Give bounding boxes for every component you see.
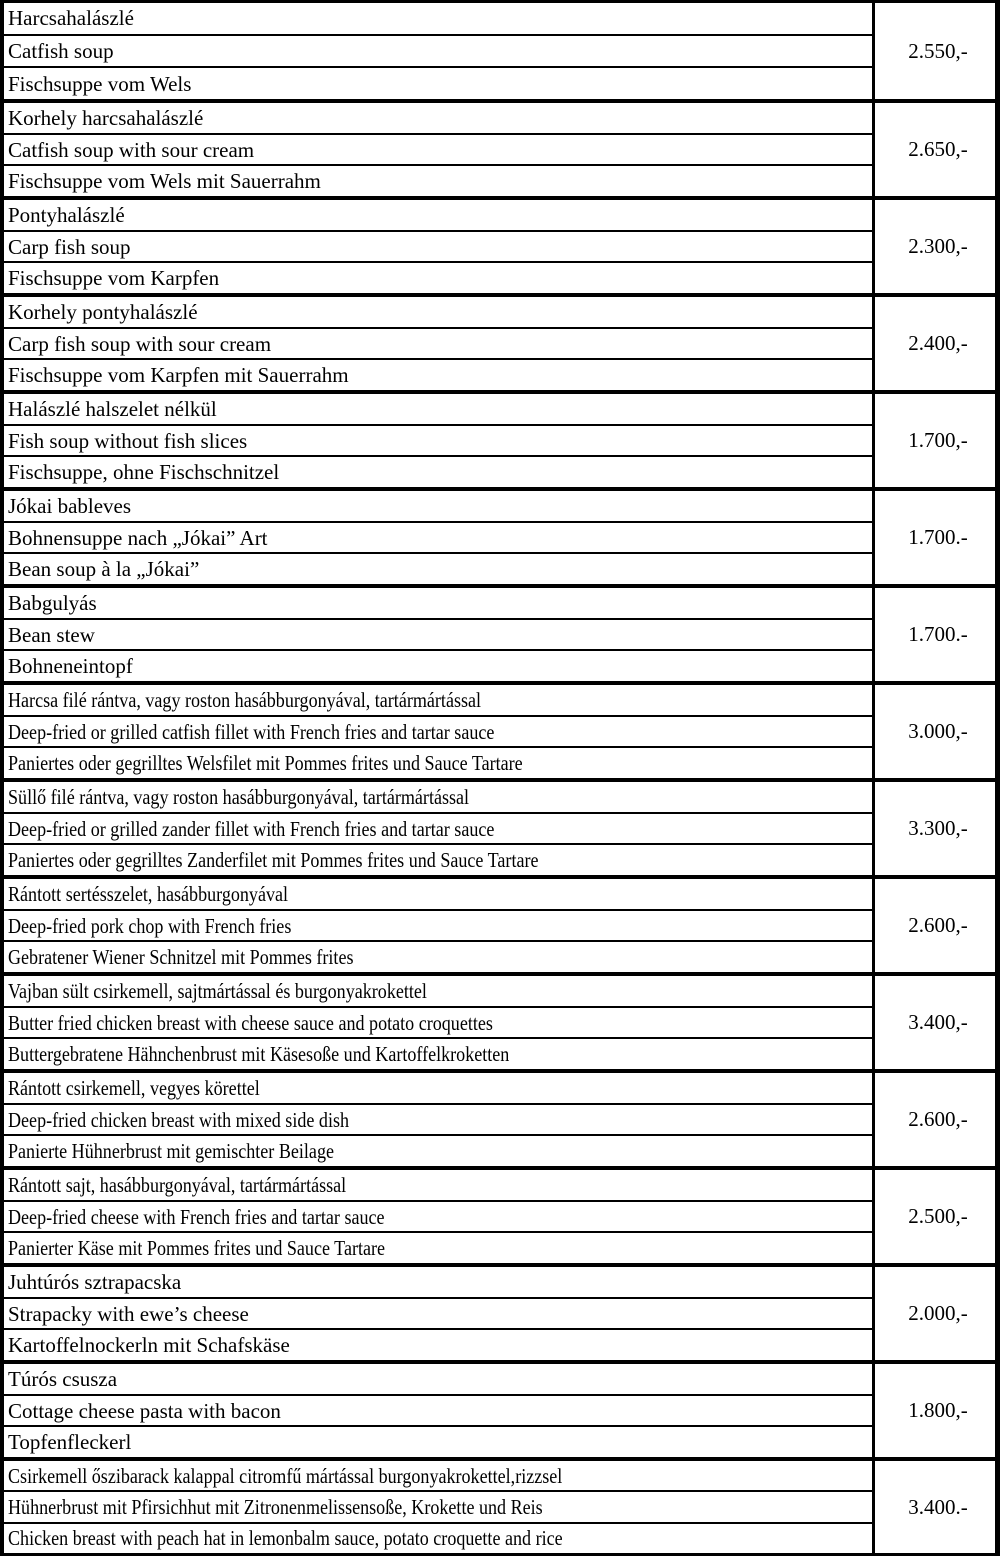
menu-item-price: 2.550,- bbox=[908, 38, 968, 63]
menu-line-text: Catfish soup bbox=[8, 39, 114, 63]
menu-line-text: Carp fish soup bbox=[8, 234, 131, 259]
menu-line-text: Juhtúrós sztrapacska bbox=[8, 1269, 182, 1294]
menu-item bbox=[4, 1263, 995, 1360]
menu-item-names bbox=[4, 297, 875, 390]
menu-line-translation-2 bbox=[4, 649, 872, 681]
menu-line-text: Deep-fried cheese with French fries and tartar sauce bbox=[8, 1204, 385, 1229]
menu-line-text: Fischsuppe vom Karpfen bbox=[8, 266, 220, 291]
menu-item-names bbox=[4, 1364, 875, 1457]
menu-line-translation-2 bbox=[4, 66, 872, 99]
menu-item bbox=[4, 1069, 995, 1166]
menu-item-price: 1.700,- bbox=[908, 428, 968, 452]
menu-line-text: Panierte Hühnerbrust mit gemischter Beilage bbox=[8, 1139, 334, 1164]
menu-item bbox=[4, 1457, 995, 1553]
menu-line-text: Csirkemell őszibarack kalappal citromfű mártással burgonyakrokettel,rizzsel bbox=[8, 1463, 563, 1488]
menu-item-names bbox=[4, 394, 875, 487]
menu-line-primary-name bbox=[4, 588, 872, 618]
menu-line-text: Kartoffelnockerln mit Schafskäse bbox=[8, 1333, 290, 1358]
menu-line-text: Gebratener Wiener Schnitzel mit Pommes frites bbox=[8, 945, 354, 970]
menu-item-price: 2.600,- bbox=[908, 913, 968, 937]
menu-item-names bbox=[4, 200, 875, 293]
menu-item-names bbox=[4, 879, 875, 972]
menu-line-text: Vajban sült csirkemell, sajtmártással és burgonyakrokettel bbox=[8, 978, 427, 1003]
menu-line-text: Bohnensuppe nach „Jókai” Art bbox=[8, 525, 268, 550]
menu-line-text: Harcsahalászlé bbox=[8, 6, 134, 31]
menu-line-text: Fischsuppe vom Karpfen mit Sauerrahm bbox=[8, 363, 349, 388]
menu-line-text: Harcsa filé rántva, vagy roston hasábburgonyával, tartármártással bbox=[8, 687, 482, 712]
menu-line-text: Süllő filé rántva, vagy roston hasábburgonyával, tartármártással bbox=[8, 784, 470, 809]
menu-line-text: Bean stew bbox=[8, 622, 95, 647]
menu-item bbox=[4, 1360, 995, 1457]
menu-line-translation-2 bbox=[4, 1037, 872, 1069]
menu-line-primary-name bbox=[4, 491, 872, 521]
menu-line-primary-name bbox=[4, 394, 872, 424]
menu-line-text: Rántott sertésszelet, hasábburgonyával bbox=[8, 881, 289, 906]
menu-line-translation-1 bbox=[4, 1297, 872, 1329]
menu-line-translation-2 bbox=[4, 164, 872, 196]
menu-line-text: Hühnerbrust mit Pfirsichhut mit Zitronenmelissensoße, Krokette und Reis bbox=[8, 1494, 543, 1519]
menu-line-text: Bean soup à la „Jókai” bbox=[8, 557, 200, 582]
menu-item-price: 3.400.- bbox=[908, 1494, 968, 1519]
menu-line-primary-name bbox=[4, 200, 872, 230]
menu-item-price: 1.700.- bbox=[908, 622, 968, 646]
menu-line-translation-1 bbox=[4, 424, 872, 456]
menu-item bbox=[4, 972, 995, 1069]
menu-line-primary-name bbox=[4, 3, 872, 34]
menu-line-translation-2 bbox=[4, 1231, 872, 1263]
menu-item-price: 3.300,- bbox=[908, 816, 968, 840]
menu-line-primary-name bbox=[4, 879, 872, 909]
menu-line-translation-2 bbox=[4, 746, 872, 778]
menu-line-translation-1 bbox=[4, 1490, 872, 1521]
menu-item bbox=[4, 390, 995, 487]
menu-line-text: Paniertes oder gegrilltes Zanderfilet mit Pommes frites und Sauce Tartare bbox=[8, 848, 539, 873]
menu-item-price: 1.700.- bbox=[908, 525, 968, 549]
menu-item-names bbox=[4, 685, 875, 778]
menu-item-names bbox=[4, 1461, 875, 1553]
menu-line-text: Túrós csusza bbox=[8, 1366, 118, 1391]
menu-line-translation-1 bbox=[4, 1394, 872, 1426]
menu-item-names bbox=[4, 1267, 875, 1360]
menu-line-translation-1 bbox=[4, 1200, 872, 1232]
menu-line-text: Catfish soup with sour cream bbox=[8, 137, 255, 162]
menu-line-text: Panierter Käse mit Pommes frites und Sauce Tartare bbox=[8, 1236, 386, 1261]
menu-line-primary-name bbox=[4, 297, 872, 327]
menu-line-text: Butter fried chicken breast with cheese sauce and potato croquettes bbox=[8, 1010, 493, 1035]
menu-line-text: Deep-fried or grilled zander fillet with French fries and tartar sauce bbox=[8, 816, 495, 841]
menu-line-text: Buttergebratene Hähnchenbrust mit Käsesoße und Kartoffelkroketten bbox=[8, 1042, 510, 1067]
menu-line-translation-2 bbox=[4, 843, 872, 875]
menu-item bbox=[4, 487, 995, 584]
menu-item-names bbox=[4, 782, 875, 875]
menu-line-translation-2 bbox=[4, 261, 872, 293]
menu-line-text: Babgulyás bbox=[8, 590, 97, 615]
menu-item-price: 2.000,- bbox=[908, 1301, 968, 1325]
menu-item-price: 2.650,- bbox=[908, 137, 968, 161]
menu-line-primary-name bbox=[4, 103, 872, 133]
menu-line-translation-2 bbox=[4, 1328, 872, 1360]
menu-line-translation-2 bbox=[4, 1522, 872, 1553]
menu-line-primary-name bbox=[4, 685, 872, 715]
menu-line-text: Cottage cheese pasta with bacon bbox=[8, 1398, 281, 1423]
menu-line-text: Carp fish soup with sour cream bbox=[8, 331, 272, 356]
menu-line-translation-1 bbox=[4, 133, 872, 165]
menu-line-primary-name bbox=[4, 1461, 872, 1490]
menu-item-names bbox=[4, 1073, 875, 1166]
menu-line-text: Fischsuppe vom Wels mit Sauerrahm bbox=[8, 169, 321, 194]
menu-line-translation-2 bbox=[4, 358, 872, 390]
menu-line-primary-name bbox=[4, 1170, 872, 1200]
menu-line-translation-2 bbox=[4, 940, 872, 972]
menu-line-primary-name bbox=[4, 976, 872, 1006]
menu-item bbox=[4, 99, 995, 196]
menu-line-text: Rántott csirkemell, vegyes körettel bbox=[8, 1075, 260, 1100]
menu-item bbox=[4, 584, 995, 681]
menu-line-primary-name bbox=[4, 782, 872, 812]
menu-item bbox=[4, 196, 995, 293]
menu-item bbox=[4, 778, 995, 875]
menu-line-text: Bohneneintopf bbox=[8, 654, 133, 679]
menu-line-translation-2 bbox=[4, 1134, 872, 1166]
menu-line-primary-name bbox=[4, 1267, 872, 1297]
menu-line-text: Korhely harcsahalászlé bbox=[8, 105, 204, 130]
menu-item bbox=[4, 3, 995, 99]
menu-item-price: 2.400,- bbox=[908, 331, 968, 355]
menu-line-primary-name bbox=[4, 1364, 872, 1394]
menu-line-translation-1 bbox=[4, 230, 872, 262]
menu-line-text: Fish soup without fish slices bbox=[8, 428, 248, 453]
menu-line-translation-1 bbox=[4, 812, 872, 844]
menu-line-translation-2 bbox=[4, 455, 872, 487]
menu-item-names bbox=[4, 1170, 875, 1263]
menu-line-text: Deep-fried pork chop with French fries bbox=[8, 913, 292, 938]
menu-line-translation-1 bbox=[4, 521, 872, 553]
menu-line-translation-2 bbox=[4, 1425, 872, 1457]
menu-line-translation-1 bbox=[4, 1103, 872, 1135]
menu-line-text: Chicken breast with peach hat in lemonbalm sauce, potato croquette and rice bbox=[8, 1526, 563, 1551]
menu-line-text: Fischsuppe, ohne Fischschnitzel bbox=[8, 460, 280, 485]
menu-line-text: Pontyhalászlé bbox=[8, 202, 125, 227]
menu-line-text: Fischsuppe vom Wels bbox=[8, 71, 192, 96]
menu-item-price: 2.300,- bbox=[908, 234, 968, 258]
menu-item-price: 3.000,- bbox=[908, 719, 968, 743]
menu-line-text: Deep-fried chicken breast with mixed side dish bbox=[8, 1107, 350, 1132]
menu-item-names bbox=[4, 103, 875, 196]
menu-item-names bbox=[4, 976, 875, 1069]
menu-item-price: 1.800,- bbox=[908, 1398, 968, 1422]
menu-line-translation-2 bbox=[4, 552, 872, 584]
menu-line-text: Halászlé halszelet nélkül bbox=[8, 396, 217, 421]
menu-line-translation-1 bbox=[4, 618, 872, 650]
menu-line-translation-1 bbox=[4, 327, 872, 359]
menu-line-text: Rántott sajt, hasábburgonyával, tartármártással bbox=[8, 1172, 347, 1197]
menu-item-names bbox=[4, 3, 875, 99]
menu-item-names bbox=[4, 491, 875, 584]
menu-item-names bbox=[4, 588, 875, 681]
menu-line-text: Deep-fried or grilled catfish fillet with French fries and tartar sauce bbox=[8, 719, 495, 744]
menu-line-text: Jókai bableves bbox=[8, 493, 132, 518]
menu-line-text: Korhely pontyhalászlé bbox=[8, 299, 198, 324]
menu-item bbox=[4, 1166, 995, 1263]
menu-item-price: 3.400,- bbox=[908, 1010, 968, 1034]
menu-item bbox=[4, 293, 995, 390]
menu-item-price: 2.500,- bbox=[908, 1204, 968, 1228]
menu-line-translation-1 bbox=[4, 909, 872, 941]
menu-line-primary-name bbox=[4, 1073, 872, 1103]
menu-line-translation-1 bbox=[4, 1006, 872, 1038]
menu-line-text: Topfenfleckerl bbox=[8, 1430, 132, 1455]
menu-item bbox=[4, 681, 995, 778]
menu-item-price: 2.600,- bbox=[908, 1107, 968, 1131]
menu-line-text: Paniertes oder gegrilltes Welsfilet mit Pommes frites und Sauce Tartare bbox=[8, 751, 523, 776]
menu-line-translation-1 bbox=[4, 715, 872, 747]
menu-item bbox=[4, 875, 995, 972]
menu-line-text: Strapacky with ewe’s cheese bbox=[8, 1301, 249, 1326]
menu-line-translation-1 bbox=[4, 34, 872, 67]
